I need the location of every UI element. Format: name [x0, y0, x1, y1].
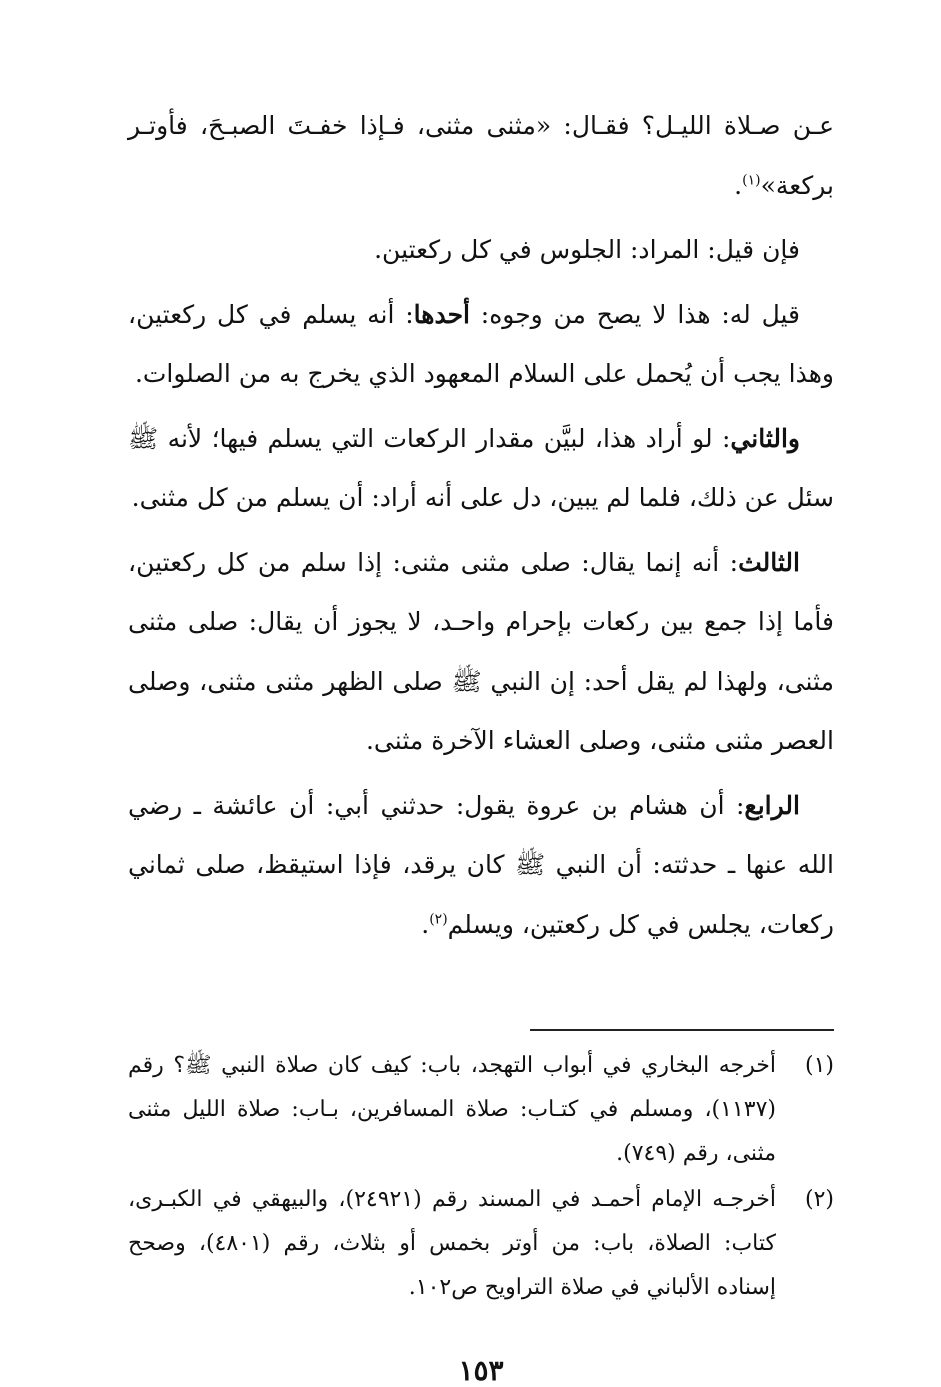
footnote-separator — [530, 1029, 834, 1031]
footnote-number: (١) — [804, 1053, 834, 1078]
footnote-text: أخرجه البخاري في أبواب التهجد، باب: كيف كان صلاة النبي ﷺ؟ رقم (١١٣٧)، ومسلم في كتـاب: صلاة المسافرين، بـاب: صلاة الليل مثنى مثنى، رقم (٧٤٩). — [128, 1053, 776, 1166]
paragraph — [128, 96, 834, 215]
page-number: ١٥٣ — [458, 1354, 504, 1387]
paragraph-heading: والثاني — [730, 423, 800, 453]
footnote — [128, 1044, 834, 1176]
book-page — [128, 96, 834, 1387]
paragraph-text: فإن قيل: المراد: الجلوس في كل ركعتين. — [374, 235, 800, 264]
paragraph-heading: أحدها — [413, 299, 470, 329]
footnote-reference: (١) — [742, 172, 761, 189]
paragraph — [128, 409, 834, 528]
main-text — [128, 96, 834, 954]
paragraph — [128, 220, 834, 280]
paragraph-text: عـن صـلاة الليـل؟ فقـال: «مثنى مثنى، فـإذا خفـتَ الصبـحَ، فأوتـر بركعة» — [128, 111, 834, 200]
paragraph-text: : أنه إنما يقال: صلى مثنى مثنى: إذا سلم من كل ركعتين، فأما إذا جمع بين ركعات بإحرام واحـد، لا يجوز أن يقال: صلى مثنى مثنى، ولهذا لم يقل أحد: إن النبي ﷺ صلى الظهر مثنى مثنى، وصلى العصر مثنى مثنى، وصلى العشاء الآخرة مثنى. — [128, 547, 834, 755]
footnote-reference: (٢) — [429, 911, 448, 928]
paragraph-text: : لو أراد هذا، لبيَّن مقدار الركعات التي يسلم فيها؛ لأنه ﷺ سئل عن ذلك، فلما لم يبين، دل على أنه أراد: أن يسلم من كل مثنى. — [128, 423, 834, 512]
paragraph-tail: . — [421, 909, 430, 939]
footnote-number: (٢) — [804, 1187, 834, 1212]
paragraph-heading: الرابع — [744, 790, 800, 820]
footnote-text: أخرجـه الإمام أحمـد في المسند رقم (٢٤٩٢١)، والبيهقي في الكبـرى، كتاب: الصلاة، باب: من أوتر بخمس أو بثلاث، رقم (٤٨٠١)، وصحح إسناده الألباني في صلاة التراويح ص١٠٢. — [128, 1187, 776, 1300]
paragraph — [128, 776, 834, 955]
footnote — [128, 1178, 834, 1310]
paragraph — [128, 533, 834, 771]
paragraph — [128, 285, 834, 404]
paragraph-text: : أنه يسلم في كل ركعتين، وهذا يجب أن يُحمل على السلام المعهود الذي يخرج به من الصلوات. — [128, 299, 834, 388]
paragraph-text: : أن هشام بن عروة يقول: حدثني أبي: أن عائشة ـ رضي الله عنها ـ حدثته: أن النبي ﷺ كان يرقد، فإذا استيقظ، صلى ثماني ركعات، يجلس في كل ركعتين، ويسلم — [128, 790, 834, 939]
paragraph-heading: الثالث — [738, 547, 800, 577]
paragraph-tail: . — [734, 170, 743, 200]
paragraph-text: قيل له: هذا لا يصح من وجوه: — [470, 299, 801, 329]
footnotes — [128, 1044, 834, 1312]
